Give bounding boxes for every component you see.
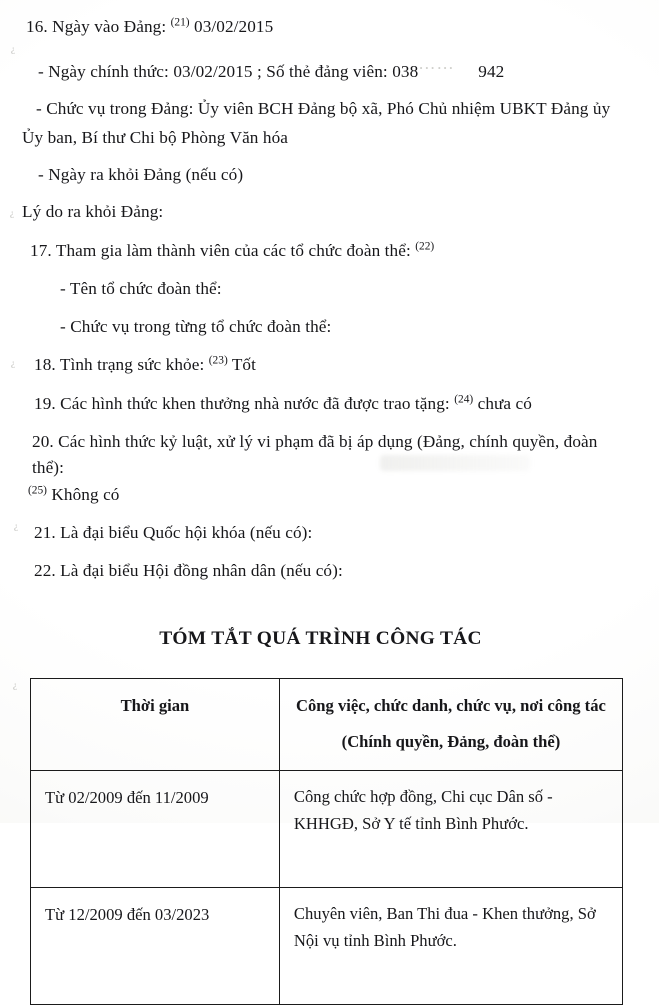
item-16-dash-2-line: - Chức vụ trong Đảng: Ủy viên BCH Đảng bộ xã, Phó Chủ nhiệm UBKT Đảng ủy (36, 99, 611, 119)
career-table-head (31, 679, 623, 771)
item-16-text-before: 16. Ngày vào Đảng: (26, 17, 171, 36)
item-20-line: 20. Các hình thức kỷ luật, xử lý vi phạm đã bị áp dụng (Đảng, chính quyền, đoàn thể): (32, 431, 602, 477)
cell-work: Công chức hợp đồng, Chi cục Dân số - KHHGĐ, Sở Y tế tỉnh Bình Phước. (279, 771, 622, 888)
footnote-marker-21: (21) (170, 16, 190, 29)
cell-time: Từ 02/2009 đến 11/2009 (31, 771, 280, 888)
table-row (31, 888, 623, 1005)
item-19-text-before: 19. Các hình thức khen thưởng nhà nước đã được trao tặng: (34, 393, 455, 413)
scan-speck: ¿ (10, 208, 14, 218)
item-16-dash-1-text: - Ngày chính thức: 03/02/2015 ; Số thẻ đảng viên: 038 (38, 62, 419, 82)
header-work-line2: (Chính quyền, Đảng, đoàn thể) (341, 732, 561, 752)
table-row (31, 771, 623, 888)
item-17-sub-2-line: - Chức vụ trong từng tổ chức đoàn thể: (60, 317, 332, 337)
item-20-answer: Không có (46, 484, 120, 504)
item-17-line (30, 238, 633, 264)
item-18-text-before: 18. Tình trạng sức khỏe: (34, 355, 209, 375)
scan-speck: ¿ (14, 521, 18, 531)
section-title: TÓM TẮT QUÁ TRÌNH CÔNG TÁC (159, 628, 482, 650)
item-21-line: 21. Là đại biểu Quốc hội khóa (nếu có): (34, 523, 313, 543)
career-table-body (31, 771, 623, 1005)
footnote-marker-24: (24) (454, 392, 474, 405)
career-summary-table (30, 678, 623, 1005)
career-table-wrapper (22, 678, 633, 1005)
header-work-line1: Công việc, chức danh, chức vụ, nơi công tác (296, 696, 606, 716)
item-17-text-before: 17. Tham gia làm thành viên của các tổ chức đoàn thể: (30, 240, 416, 260)
header-cell-time: Thời gian (31, 679, 280, 771)
footnote-marker-23: (23) (208, 354, 228, 367)
footnote-marker-25: (25) (28, 484, 47, 497)
cell-time: Từ 12/2009 đến 03/2023 (31, 888, 280, 1005)
item-16-reason-line: Lý do ra khỏi Đảng: (22, 201, 164, 221)
header-cell-work (279, 679, 622, 771)
scan-speck: ¿ (13, 680, 17, 690)
item-16-line (26, 14, 633, 40)
item-20-continuation (28, 482, 633, 508)
item-16-text-after: 03/02/2015 (189, 17, 274, 36)
cell-work: Chuyên viên, Ban Thi đua - Khen thưởng, Sở Nội vụ tỉnh Bình Phước. (279, 888, 622, 1005)
scan-smudge (380, 455, 530, 471)
item-16-dash-1-line (38, 51, 633, 85)
scan-speck: ¿ (11, 44, 15, 54)
table-header-row (31, 679, 623, 771)
redacted-card-digits: …… (418, 54, 455, 74)
item-18-text-after: Tốt (227, 355, 257, 375)
item-16-dash-3-line: - Ngày ra khỏi Đảng (nếu có) (38, 164, 244, 184)
item-18-line (34, 352, 633, 378)
item-22-line: 22. Là đại biểu Hội đồng nhân dân (nếu có): (34, 561, 343, 581)
scan-speck: ¿ (11, 358, 15, 368)
item-16-dash-1-tail: 942 (478, 62, 505, 82)
item-19-line (34, 391, 633, 417)
footnote-marker-22: (22) (415, 240, 435, 253)
item-16-dash-2-continuation: Ủy ban, Bí thư Chi bộ Phòng Văn hóa (22, 127, 289, 147)
item-19-text-after: chưa có (473, 393, 532, 413)
item-17-sub-1-line: - Tên tổ chức đoàn thể: (60, 279, 222, 299)
